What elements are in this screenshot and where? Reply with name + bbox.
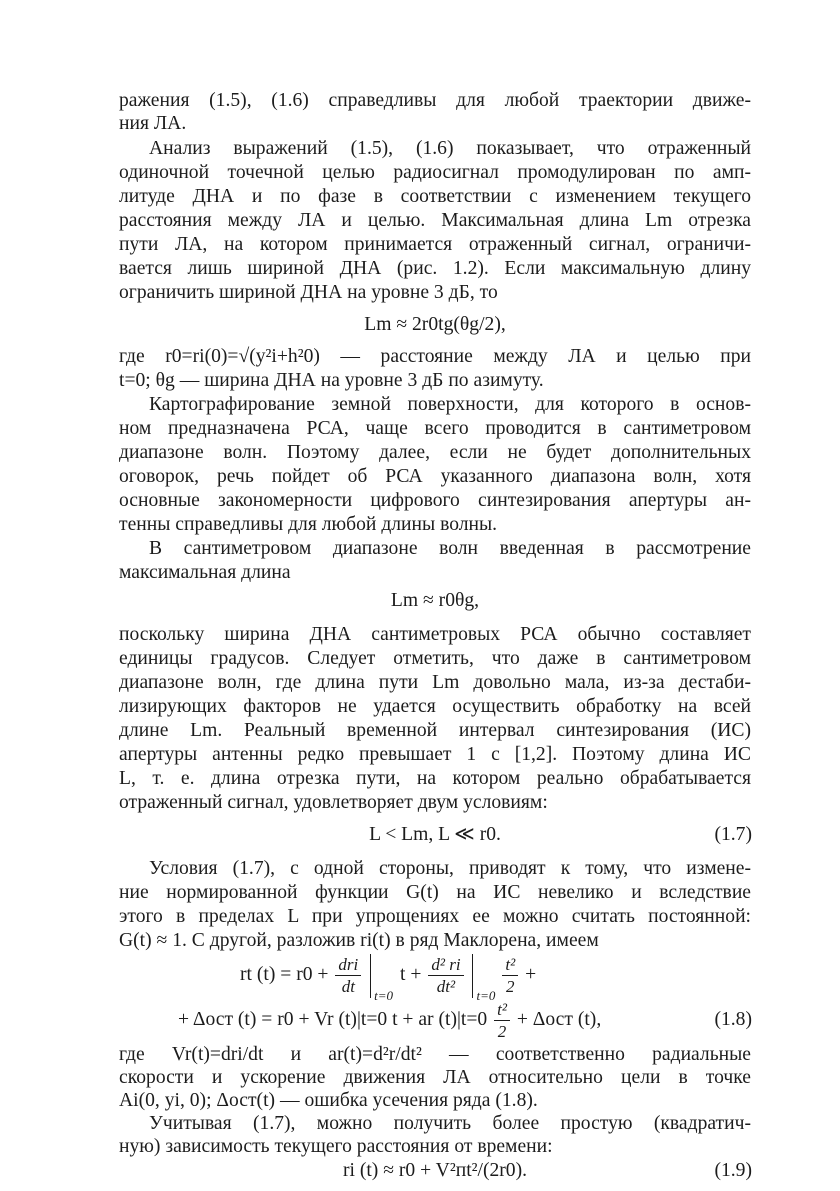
text-line: этого в пределах L при упрощениях ее можно считать постоянной: <box>119 906 751 927</box>
eval-bar <box>472 954 496 1003</box>
text-line: В сантиметровом диапазоне волн введенная в рассмотрение <box>149 538 751 559</box>
frac-den: dt² <box>436 977 456 996</box>
eq-1-8-line2-a: + Δост (t) = r0 + Vr (t)|t=0 t + ar (t)|t=0 <box>178 1009 488 1030</box>
text-line: апертуры антенны редко превышает 1 с [1,2]. Поэтому длина ИС <box>119 744 751 765</box>
text-line: Картографирование земной поверхности, для которого в основ- <box>149 394 751 415</box>
eq-1-8-mid: t + <box>400 964 422 985</box>
text-line: ния ЛА. <box>119 113 187 134</box>
text-line: Условия (1.7), с одной стороны, приводят к тому, что измене- <box>149 858 751 879</box>
eq-1-8-frac4 <box>494 1001 510 1040</box>
text-line: Учитывая (1.7), можно получить более простую (квадратич- <box>149 1113 751 1134</box>
frac-num: dri <box>335 956 361 976</box>
eval-limit: t=0 <box>476 987 496 1003</box>
text-line: L, т. е. длина отрезка пути, на котором реально обрабатывается <box>119 768 751 789</box>
text-line: оговорок, речь пойдет об РСА указанного диапазона волн, хотя <box>119 466 751 487</box>
frac-num: t² <box>494 1001 510 1021</box>
text-line: где Vr(t)=dri/dt и ar(t)=d²r/dt² — соответственно радиальные <box>119 1044 751 1065</box>
text-line: пути ЛА, на котором принимается отраженный сигнал, ограничи- <box>119 234 751 255</box>
equation-number: (1.8) <box>714 1009 752 1030</box>
text-line: длине Lm. Реальный временной интервал синтезирования (ИС) <box>119 720 751 741</box>
eq-1-8-frac1 <box>335 956 361 995</box>
eq-1-8-frac2 <box>428 956 463 995</box>
eq-1-8-line2-b: + Δост (t), <box>516 1009 602 1030</box>
text-line: ную) зависимость текущего расстояния от времени: <box>119 1136 553 1157</box>
text-line: ние нормированной функции G(t) на ИС невелико и вследствие <box>119 882 751 903</box>
eq-1-8-frac3 <box>502 956 518 995</box>
text-line: G(t) ≈ 1. С другой, разложив ri(t) в ряд Маклорена, имеем <box>119 930 599 951</box>
text-line: поскольку ширина ДНА сантиметровых РСА обычно составляет <box>119 624 751 645</box>
text-line: расстояния между ЛА и целью. Максимальная длина Lm отрезка <box>119 210 751 231</box>
text-line: одиночной точечной целью радиосигнал промодулирован по амп- <box>119 162 751 183</box>
frac-num: t² <box>502 956 518 976</box>
text-line: Ai(0, yi, 0); Δост(t) — ошибка усечения ряда (1.8). <box>119 1090 538 1111</box>
text-line: вается лишь шириной ДНА (рис. 1.2). Если максимальную длину <box>119 258 751 279</box>
text-line: где r0=ri(0)=√(y²i+h²0) — расстояние между ЛА и целью при <box>119 346 751 367</box>
text-line: отраженный сигнал, удовлетворяет двум условиям: <box>119 792 548 813</box>
text-line: тенны справедливы для любой длины волны. <box>119 514 498 535</box>
frac-num: d² ri <box>428 956 463 976</box>
equation-1-7: L < Lm, L ≪ r0. <box>369 824 501 845</box>
text-line: основные закономерности цифрового синтезирования апертуры ан- <box>119 490 751 511</box>
equation-number: (1.9) <box>714 1160 752 1181</box>
frac-den: dt <box>341 977 355 996</box>
frac-den: 2 <box>506 977 515 996</box>
eval-bar <box>370 954 394 1003</box>
equation-1-9: ri (t) ≈ r0 + V²пt²/(2r0). <box>342 1160 528 1181</box>
text-line: Анализ выражений (1.5), (1.6) показывает, что отраженный <box>149 138 751 159</box>
eval-limit: t=0 <box>374 987 394 1003</box>
text-line: литуде ДНА и по фазе в соответствии с изменением текущего <box>119 186 751 207</box>
text-line: максимальная длина <box>119 562 291 583</box>
text-line: лизирующих факторов не удается осуществить обработку на всей <box>119 696 751 717</box>
equation-number: (1.7) <box>714 824 752 845</box>
text-line: скорости и ускорение движения ЛА относительно цели в точке <box>119 1067 751 1088</box>
equation-lm-approx: Lm ≈ 2r0tg(θg/2), <box>364 314 506 335</box>
equation-lm-small: Lm ≈ r0θg, <box>390 590 480 611</box>
text-line: ражения (1.5), (1.6) справедливы для любой траектории движе- <box>119 90 751 111</box>
eq-1-8-lhs: rt (t) = r0 + <box>240 964 329 985</box>
text-line: диапазоне волн, где длина пути Lm довольно мала, из-за дестаби- <box>119 672 751 693</box>
text-line: ограничить шириной ДНА на уровне 3 дБ, то <box>119 282 498 303</box>
text-line: t=0; θg — ширина ДНА на уровне 3 дБ по азимуту. <box>119 370 544 391</box>
text-line: ном предназначена РСА, чаще всего проводится в сантиметровом <box>119 418 751 439</box>
text-line: диапазоне волн. Поэтому далее, если не будет дополнительных <box>119 442 751 463</box>
frac-den: 2 <box>497 1022 507 1041</box>
eq-1-8-tail1: + <box>525 964 537 985</box>
text-line: единицы градусов. Следует отметить, что даже в сантиметровом <box>119 648 751 669</box>
equation-1-8-line2 <box>178 1000 601 1040</box>
equation-1-8-line1 <box>240 950 537 1003</box>
